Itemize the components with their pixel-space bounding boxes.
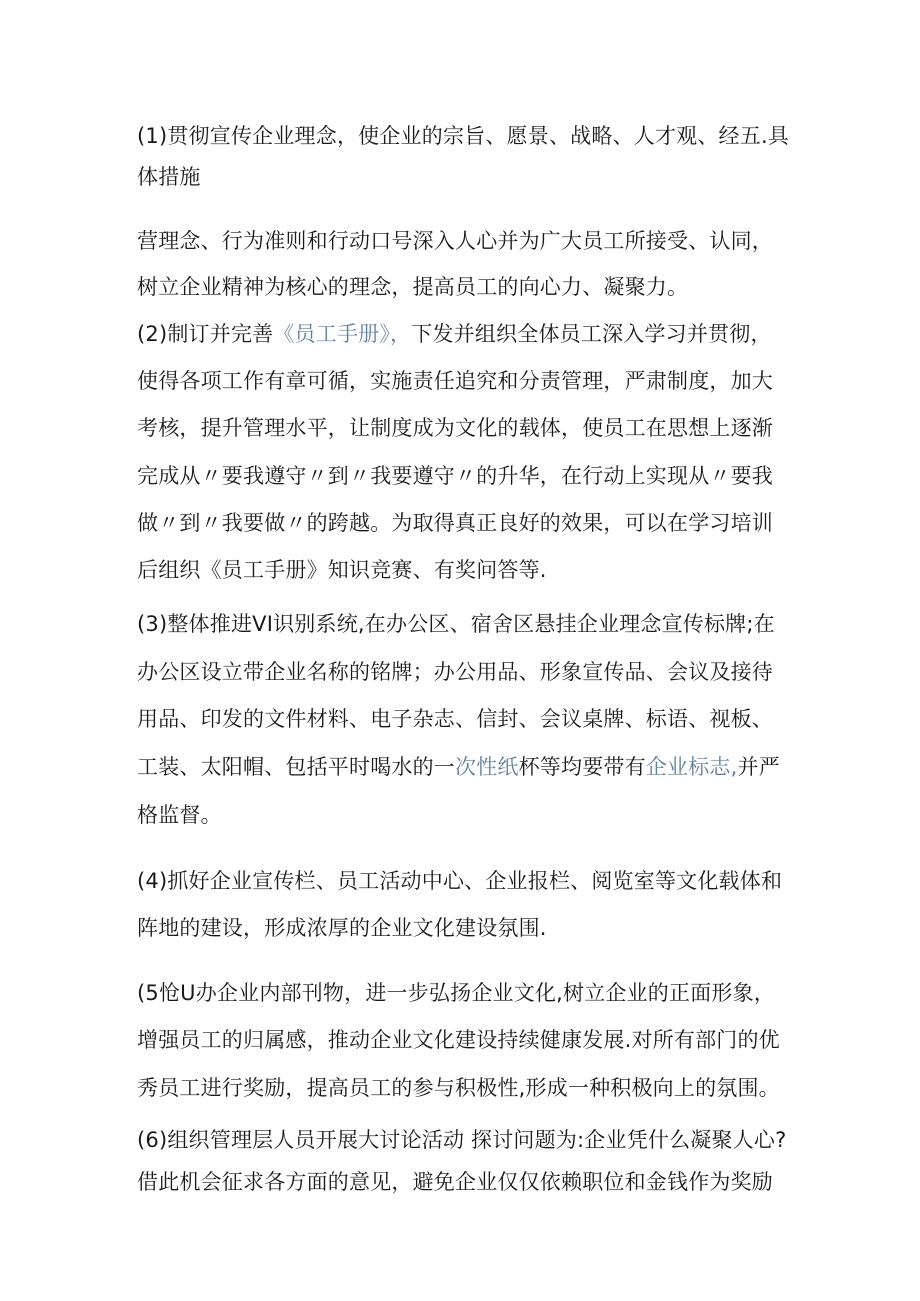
text-line	[137, 1168, 773, 1196]
text-segment: 格监督。	[137, 803, 222, 827]
text-segment: (5怆U办企业内部刊物，进一步弘扬企业文化,树立企业的正面形象，	[137, 981, 775, 1005]
text-line	[137, 509, 773, 537]
paper-cup-link[interactable]: 次性纸	[455, 755, 519, 779]
text-segment: 办公区设立带企业名称的铭牌；办公用品、形象宣传品、会议及接待	[137, 660, 773, 684]
text-segment: 下发并组织全体员工深入学习并贯彻，	[411, 322, 772, 346]
text-segment: 后组织《员工手册》知识竞赛、有奖问答等.	[137, 558, 547, 582]
text-segment: (1)贯彻宣传企业理念，使企业的宗旨、愿景、战略、人才观、经五.具	[137, 124, 790, 148]
handbook-link[interactable]: 《员工手册》，	[273, 322, 412, 346]
text-segment: (2)制订并完善	[137, 322, 274, 346]
text-line	[137, 1026, 780, 1054]
text-line	[137, 753, 780, 781]
text-segment: 使得各项工作有章可循，实施责任追究和分责管理，严肃制度，加大	[137, 369, 773, 393]
text-line	[137, 867, 782, 895]
text-segment: 体措施	[137, 165, 201, 189]
text-segment: 树立企业精神为核心的理念，提高员工的向心力、凝聚力。	[137, 275, 689, 299]
text-line	[137, 556, 547, 584]
text-line	[137, 227, 773, 255]
text-line	[137, 122, 789, 150]
text-line	[137, 367, 773, 395]
text-line	[137, 1074, 780, 1102]
text-segment: 并严	[737, 755, 780, 779]
text-segment: 营理念、行为准则和行动口号深入人心并为广大员工所接受、认同，	[137, 229, 773, 253]
text-line	[137, 414, 773, 442]
text-line	[137, 273, 688, 301]
text-line	[137, 163, 201, 191]
text-line	[137, 1126, 786, 1154]
text-segment: 杯等均要带有	[518, 755, 646, 779]
text-segment: 增强员工的归属感，推动企业文化建设持续健康发展.对所有部门的优	[137, 1028, 780, 1052]
text-line	[137, 979, 775, 1007]
text-segment: (4)抓好企业宣传栏、员工活动中心、企业报栏、阅览室等文化载体和	[137, 869, 783, 893]
text-segment: 阵地的建设，形成浓厚的企业文化建设氛围.	[137, 916, 547, 940]
text-segment: 完成从〃要我遵守〃到〃我要遵守〃的升华，在行动上实现从〃要我	[137, 464, 773, 488]
text-segment: 用品、印发的文件材料、电子杂志、信封、会议桌牌、标语、视板、	[137, 707, 773, 731]
text-segment: (3)整体推进VI识别系统,在办公区、宿舍区悬挂企业理念宣传标牌;在	[137, 612, 775, 636]
text-line	[137, 462, 773, 490]
text-line	[137, 705, 773, 733]
text-segment: 做〃到〃我要做〃的跨越。为取得真正良好的效果，可以在学习培训	[137, 511, 773, 535]
text-line	[137, 801, 222, 829]
text-segment: (6)组织管理层人员开展大讨论活动 探讨问题为:企业凭什么凝聚人心?	[137, 1128, 787, 1152]
text-line	[137, 658, 773, 686]
text-line	[137, 914, 547, 942]
text-segment: 借此机会征求各方面的意见，避免企业仅仅依赖职位和金钱作为奖励	[137, 1170, 773, 1194]
text-line	[137, 320, 772, 348]
text-segment: 工装、太阳帽、包括平时喝水的一	[137, 755, 455, 779]
corporate-logo-link[interactable]: 企业标志,	[645, 755, 738, 779]
text-segment: 秀员工进行奖励，提高员工的参与积极性,形成一种积极向上的氛围。	[137, 1076, 780, 1100]
text-segment: 考核，提升管理水平，让制度成为文化的载体，使员工在思想上逐渐	[137, 416, 773, 440]
text-line	[137, 610, 775, 638]
